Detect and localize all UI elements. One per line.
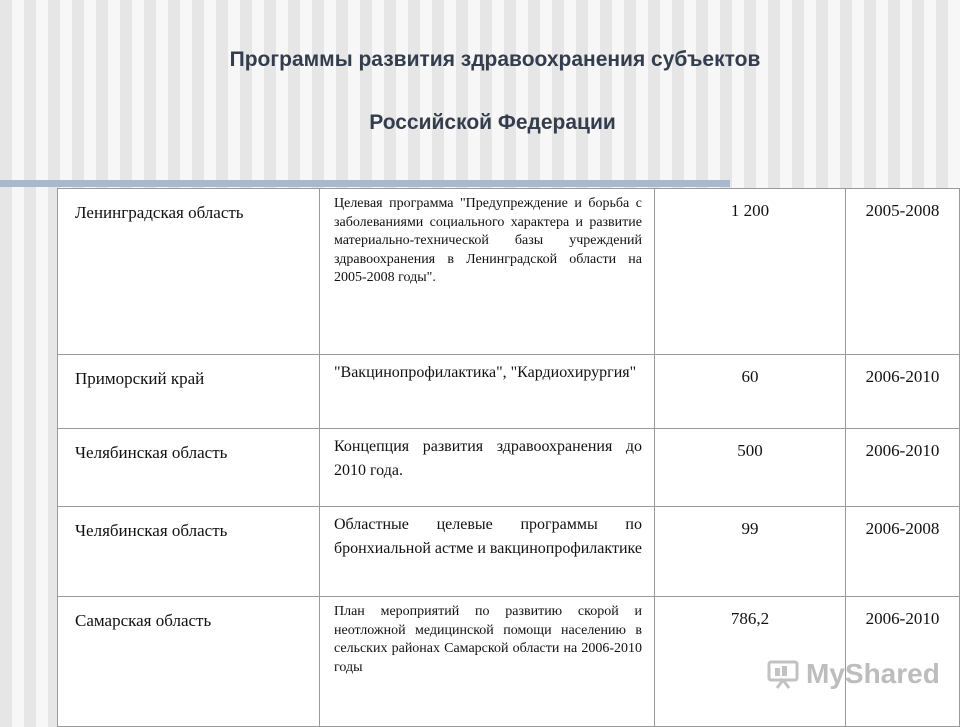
- years-cell: 2005-2008: [846, 189, 960, 355]
- region-cell: Самарская область: [58, 597, 320, 727]
- program-cell: Концепция развития здравоохранения до 2010 года.: [320, 429, 655, 507]
- table-row: [58, 429, 960, 507]
- table-row: [58, 355, 960, 429]
- region-cell: Челябинская область: [58, 429, 320, 507]
- program-cell: "Вакцинопрофилактика", "Кардиохирургия": [320, 355, 655, 429]
- title-divider: [0, 180, 730, 187]
- years-cell: 2006-2010: [846, 429, 960, 507]
- region-cell: Челябинская область: [58, 507, 320, 597]
- amount-cell: 99: [655, 507, 846, 597]
- amount-cell: 1 200: [655, 189, 846, 355]
- watermark-text: MyShared: [806, 658, 940, 689]
- program-cell: Областные целевые программы по бронхиальной астме и вакцинопрофилактике: [320, 507, 655, 597]
- program-cell: Целевая программа "Предупреждение и борьба с заболеваниями социального характера и развитие материально-технической базы учреждений здравоохранения в Ленинградской области на 2005-2008 годы".: [320, 189, 655, 355]
- table-row: [58, 507, 960, 597]
- amount-cell: 60: [655, 355, 846, 429]
- program-cell: План мероприятий по развитию скорой и неотложной медицинской помощи населению в сельских районах Самарской области на 2006-2010 годы: [320, 597, 655, 727]
- amount-cell: 786,2: [655, 597, 846, 727]
- region-cell: Ленинградская область: [58, 189, 320, 355]
- page-subtitle: Российской Федерации: [369, 111, 616, 134]
- years-cell: 2006-2010: [846, 597, 960, 727]
- page-title: Программы развития здравоохранения субъектов: [229, 48, 761, 71]
- table-row: [58, 189, 960, 355]
- years-cell: 2006-2008: [846, 507, 960, 597]
- years-cell: 2006-2010: [846, 355, 960, 429]
- amount-cell: 500: [655, 429, 846, 507]
- presentation-icon: [766, 658, 800, 690]
- watermark: [766, 654, 940, 694]
- programs-table: [57, 188, 960, 727]
- region-cell: Приморский край: [58, 355, 320, 429]
